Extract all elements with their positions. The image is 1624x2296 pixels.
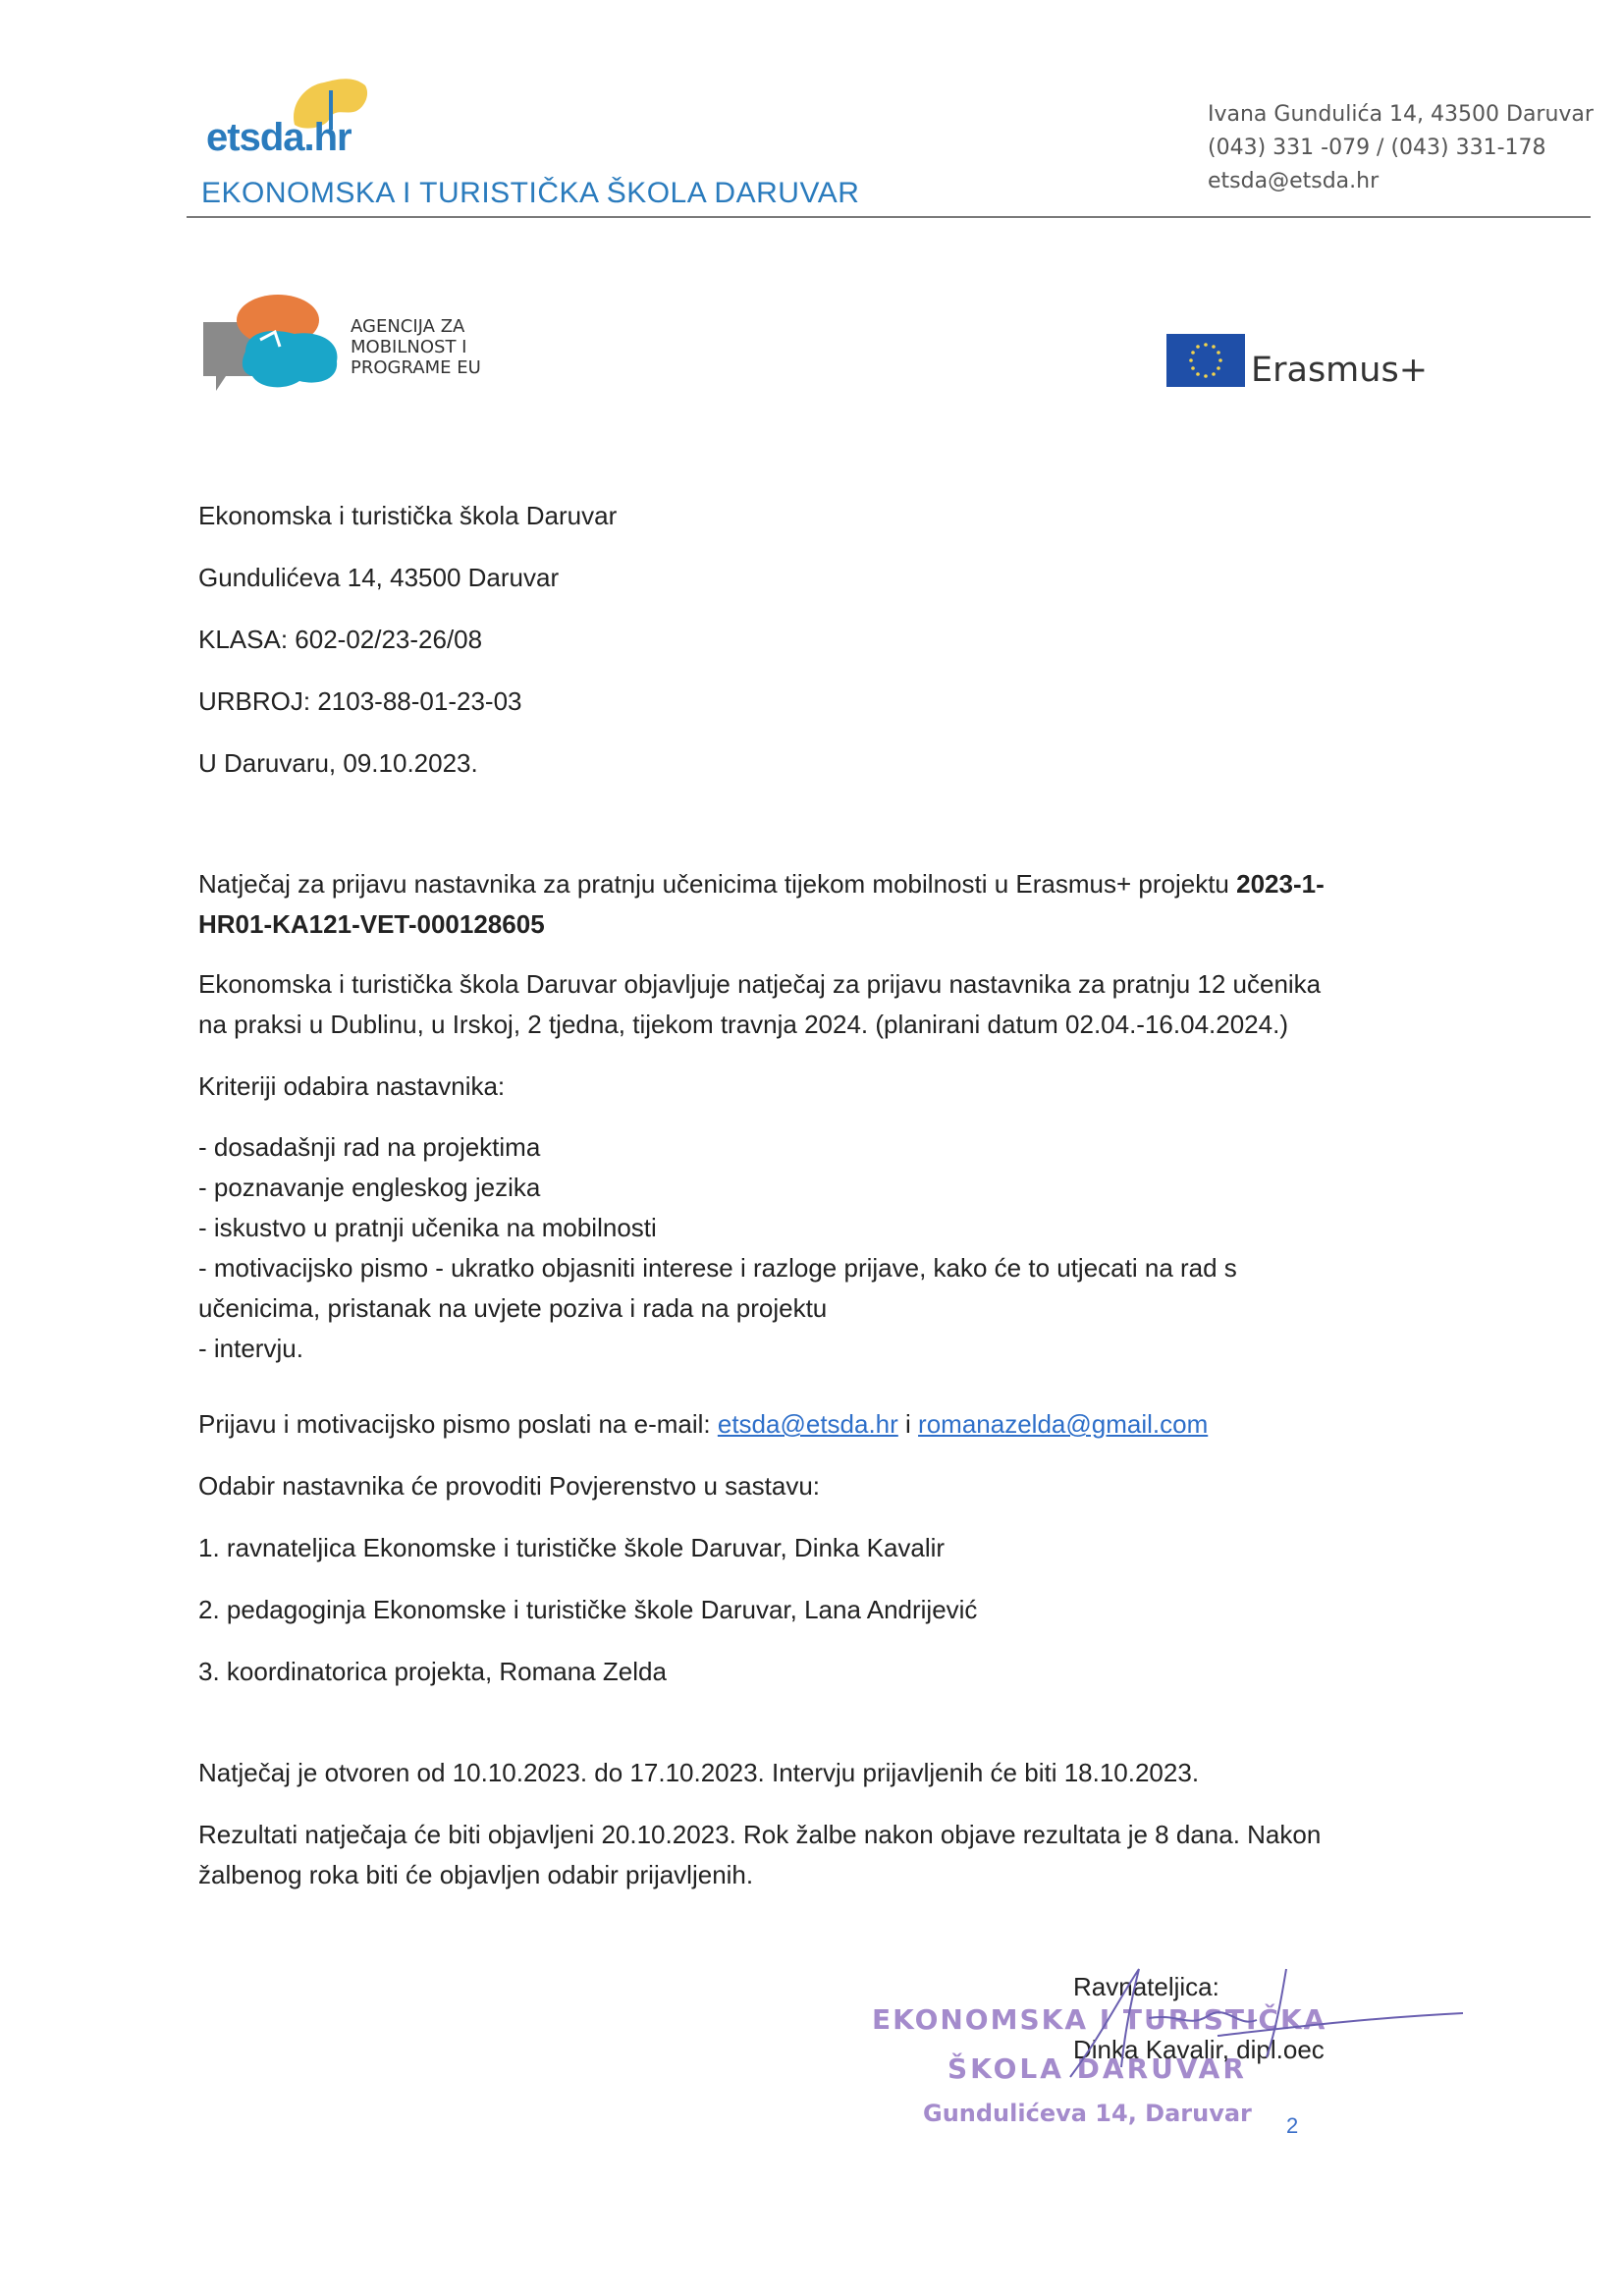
eu-flag-icon — [1166, 334, 1245, 387]
criteria-item: - poznavanje engleskog jezika — [198, 1173, 541, 1202]
document-date: U Daruvaru, 09.10.2023. — [198, 748, 478, 778]
contact-block — [1208, 98, 1594, 198]
header-divider — [187, 216, 1591, 218]
committee-member: 3. koordinatorica projekta, Romana Zelda — [198, 1657, 667, 1686]
contact-email: etsda@etsda.hr — [1208, 169, 1380, 193]
sender-name: Ekonomska i turistička škola Daruvar — [198, 501, 618, 530]
open-dates: Natječaj je otvoren od 10.10.2023. do 17.10.2023. Intervju prijavljenih će biti 18.10.2023. — [198, 1758, 1200, 1787]
klasa: KLASA: 602-02/23-26/08 — [198, 625, 483, 654]
agency-name — [351, 316, 481, 378]
criteria-item: - dosadašnji rad na projektima — [198, 1132, 541, 1162]
agency-line: MOBILNOST I — [351, 337, 467, 357]
agency-logo-icon — [201, 293, 344, 396]
signatory-name: Dinka Kavalir, dipl.oec — [1073, 2035, 1325, 2064]
school-name: EKONOMSKA I TURISTIČKA ŠKOLA DARUVAR — [201, 177, 860, 209]
results-info — [198, 1815, 1435, 1895]
signatory-role: Ravnateljica: — [1073, 1972, 1219, 2001]
apply-line — [198, 1404, 1435, 1445]
results-line: Rezultati natječaja će biti objavljeni 20.10.2023. Rok žalbe nakon objave rezultata je 8 dana. Nakon — [198, 1820, 1322, 1849]
criteria-list — [198, 1127, 1435, 1369]
intro-line: na praksi u Dublinu, u Irskoj, 2 tjedna, tijekom travnja 2024. (planirani datum 02.04.-16.04.2024.) — [198, 1010, 1288, 1039]
urbroj: URBROJ: 2103-88-01-23-03 — [198, 686, 522, 716]
results-line: žalbenog roka biti će objavljen odabir prijavljenih. — [198, 1860, 754, 1889]
agency-line: PROGRAME EU — [351, 357, 481, 378]
notice-intro — [198, 964, 1435, 1045]
intro-line: Ekonomska i turistička škola Daruvar objavljuje natječaj za prijavu nastavnika za pratnju 12 učenika — [198, 969, 1322, 999]
erasmus-logo-text: Erasmus+ — [1251, 351, 1429, 390]
handwritten-signature-icon — [1031, 1959, 1473, 2097]
email-link-school[interactable]: etsda@etsda.hr — [717, 1409, 898, 1439]
contact-address: Ivana Gundulića 14, 43500 Daruvar — [1208, 102, 1594, 127]
stamp-line: Gundulićeva 14, Daruvar — [923, 2100, 1252, 2127]
notice-title — [198, 864, 1435, 945]
project-code-part1: 2023-1- — [1236, 869, 1325, 899]
criteria-item: - iskustvo u pratnji učenika na mobilnosti — [198, 1213, 657, 1242]
agency-line: AGENCIJA ZA — [351, 316, 465, 337]
stamp-line: EKONOMSKA I TURISTIČKA — [872, 2003, 1327, 2036]
apply-text: Prijavu i motivacijsko pismo poslati na e-mail: — [198, 1409, 718, 1439]
contact-phone: (043) 331 -079 / (043) 331-178 — [1208, 136, 1546, 160]
email-link-coordinator[interactable]: romanazelda@gmail.com — [918, 1409, 1209, 1439]
committee-member: 2. pedagoginja Ekonomske i turističke škole Daruvar, Lana Andrijević — [198, 1595, 978, 1624]
page-number: 2 — [1286, 2113, 1299, 2138]
sender-address: Gundulićeva 14, 43500 Daruvar — [198, 563, 560, 592]
criteria-item: - intervju. — [198, 1334, 303, 1363]
stamp-line: ŠKOLA DARUVAR — [947, 2052, 1247, 2085]
project-code-part2: HR01-KA121-VET-000128605 — [198, 909, 545, 939]
criteria-heading: Kriteriji odabira nastavnika: — [198, 1071, 506, 1101]
apply-and: i — [897, 1409, 919, 1439]
committee-heading: Odabir nastavnika će provoditi Povjerenstvo u sastavu: — [198, 1471, 821, 1501]
criteria-item: - motivacijsko pismo - ukratko objasniti interese i razloge prijave, kako će to utjecati na rad s — [198, 1253, 1237, 1283]
committee-member: 1. ravnateljica Ekonomske i turističke škole Daruvar, Dinka Kavalir — [198, 1533, 946, 1562]
logo-text: etsda.hr — [206, 116, 352, 159]
notice-title-text: Natječaj za prijavu nastavnika za pratnju učenicima tijekom mobilnosti u Erasmus+ projektu — [198, 869, 1237, 899]
criteria-item: učenicima, pristanak na uvjete poziva i rada na projektu — [198, 1293, 828, 1323]
